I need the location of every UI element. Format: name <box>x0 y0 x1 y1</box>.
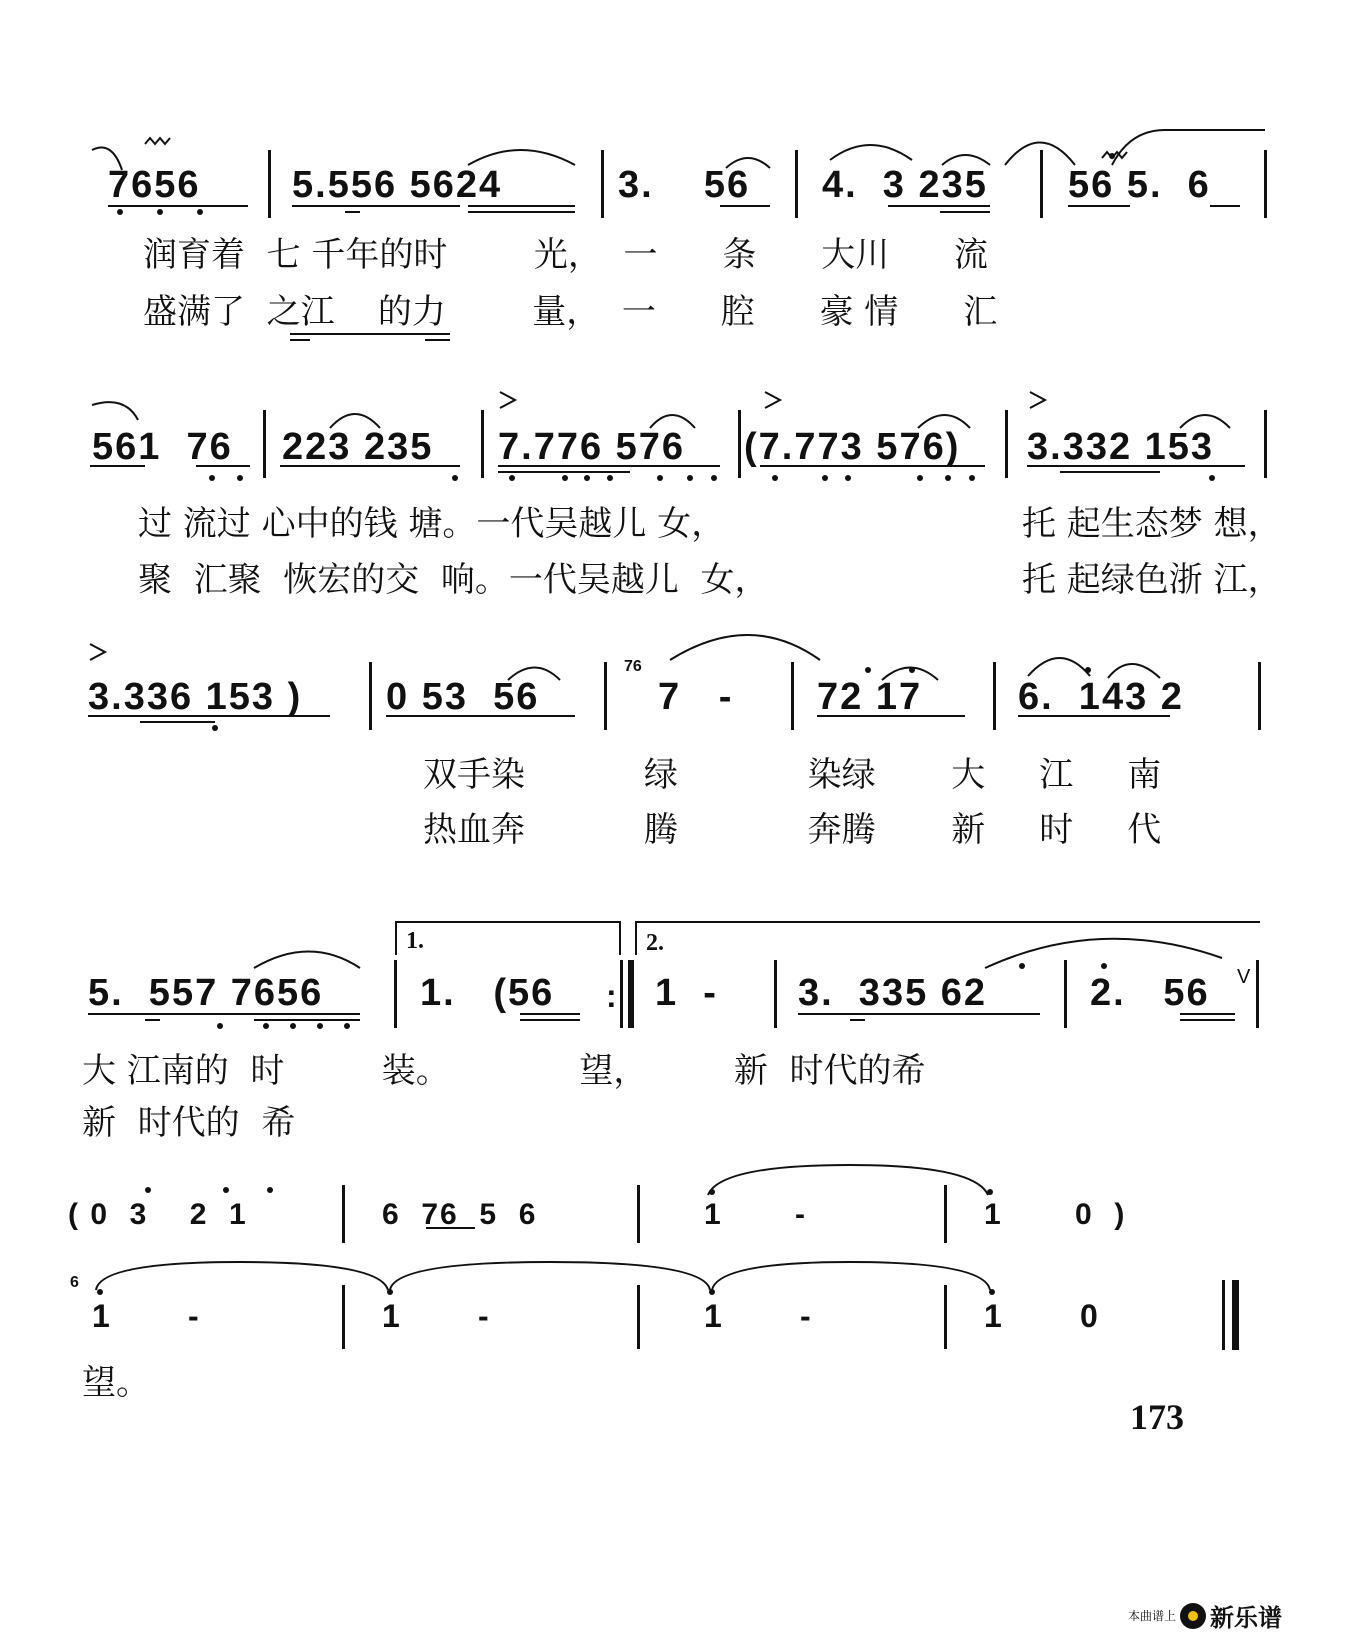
measure-6-notes: 561 76 <box>92 426 233 468</box>
lyric-verse-1: 过 流过 心中的钱 塘。一代吴越儿 女， <box>138 504 726 544</box>
measure-23-notes: 1 - <box>704 1198 808 1231</box>
lyric-verse-2: 新 时代的 希 <box>82 1103 296 1143</box>
lyric-verse-1: 润育着 七 千年的时 光， 一 条 大川 流 <box>143 235 989 275</box>
measure-18-notes: 1 - <box>655 972 718 1014</box>
measure-11-notes: 3.336 153 ) <box>88 676 303 718</box>
footer-prefix: 本曲谱上 <box>1128 1609 1177 1623</box>
lyric-final: 望。 <box>82 1363 150 1403</box>
measure-15-notes: 6. 143 2 <box>1018 676 1184 718</box>
measure-24-notes: 1 0 ) <box>984 1198 1127 1231</box>
footer-brand: 新乐谱 <box>1210 1604 1283 1632</box>
measure-27-notes: 1 - <box>704 1298 813 1334</box>
grace-note: 6 <box>70 1274 79 1291</box>
measure-22-notes: 6 76 5 6 <box>382 1198 538 1231</box>
grace-note: 76 <box>624 658 642 675</box>
lyric-verse-2: 盛满了 之江 的力 量， 一 腔 豪 情 汇 <box>143 292 998 332</box>
measure-21-notes: ( 0 3 2 1 <box>68 1198 248 1231</box>
measure-26-notes: 1 - <box>382 1298 491 1334</box>
volta-1-label: 1. <box>406 928 424 954</box>
measure-28-notes: 1 0 <box>984 1298 1100 1334</box>
measure-4-notes: 4. 3 235 <box>822 164 988 206</box>
measure-12-notes: 0 53 56 <box>386 676 540 718</box>
lyric-verse-2-right: 托 起绿色浙 江， <box>1022 560 1282 600</box>
lyric-verse-1-right: 托 起生态梦 想， <box>1022 504 1282 544</box>
lyric-verse-2: 聚 汇聚 恢宏的交 响。一代吴越儿 女， <box>138 560 769 600</box>
page-number: 173 <box>1130 1397 1184 1437</box>
measure-8-notes: 7.776 576 <box>498 426 686 468</box>
measure-9-notes: (7.773 576) <box>744 426 961 468</box>
lyric-verse-1: 大 江南的 时 装。 望， 新 时代的希 <box>82 1051 926 1091</box>
measure-16-notes: 5. 557 7656 <box>88 972 324 1014</box>
measure-10-notes: 3.332 153 <box>1027 426 1215 468</box>
measure-17-notes: 1. (56 <box>420 972 555 1014</box>
measure-2-notes: 5.556 5624 <box>292 164 503 206</box>
breath-mark: V <box>1237 966 1251 988</box>
lyric-verse-1: 双手染 绿 染绿 大 江 南 <box>423 755 1162 795</box>
measure-7-notes: 223 235 <box>282 426 434 468</box>
measure-14-notes: 72 17 <box>817 676 923 718</box>
measure-20-notes: 2. 56 <box>1090 972 1210 1014</box>
measure-13-notes: 7 - <box>658 676 734 718</box>
lyric-verse-2: 热血奔 腾 奔腾 新 时 代 <box>423 810 1162 850</box>
volta-2-label: 2. <box>646 930 664 956</box>
repeat-dots: : <box>606 978 617 1014</box>
measure-3-notes: 3. 56 <box>618 164 751 206</box>
measure-25-notes: 1 - <box>92 1298 201 1334</box>
measure-1-notes: 7656 <box>108 164 201 206</box>
measure-5-notes: 56 5. 6 <box>1068 164 1211 206</box>
measure-19-notes: 3. 335 62 <box>798 972 988 1014</box>
